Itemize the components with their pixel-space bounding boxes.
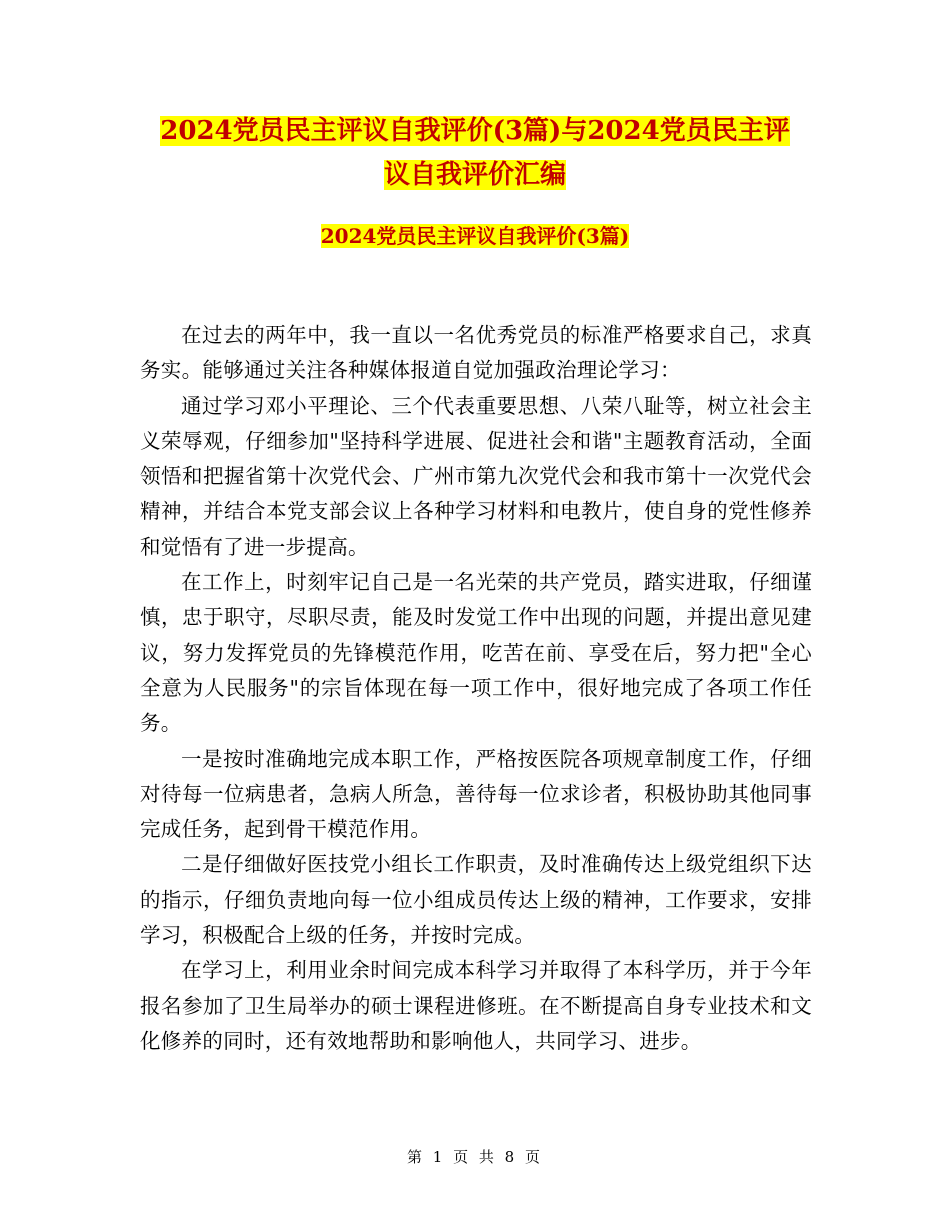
paragraph: 在过去的两年中，我一直以一名优秀党员的标准严格要求自己，求真务实。能够通过关注各种媒体报道自觉加强政治理论学习： — [140, 323, 812, 383]
page-footer: 第 1 页 共 8 页 — [407, 1148, 543, 1166]
paragraph: 在工作上，时刻牢记自己是一名光荣的共产党员，踏实进取，仔细谨慎，忠于职守，尽职尽责，能及时发觉工作中出现的问题，并提出意见建议，努力发挥党员的先锋模范作用，吃苦在前、享受在后，努力把"全心全意为人民服务"的宗旨体现在每一项工作中，很好地完成了各项工作任务。 — [140, 570, 812, 736]
document-title-line-2: 议自我评价汇编 — [383, 160, 566, 190]
document-title-line-1: 2024党员民主评议自我评价(3篇)与2024党员民主评 — [160, 116, 790, 146]
paragraph: 一是按时准确地完成本职工作，严格按医院各项规章制度工作，仔细对待每一位病患者，急病人所急，善待每一位求诊者，积极协助其他同事完成任务，起到骨干模范作用。 — [140, 746, 812, 842]
paragraph: 在学习上，利用业余时间完成本科学习并取得了本科学历，并于今年报名参加了卫生局举办的硕士课程进修班。在不断提高自身专业技术和文化修养的同时，还有效地帮助和影响他人，共同学习、进步。 — [140, 958, 812, 1053]
paragraph: 通过学习邓小平理论、三个代表重要思想、八荣八耻等，树立社会主义荣辱观，仔细参加"坚持科学进展、促进社会和谐"主题教育活动，全面领悟和把握省第十次党代会、广州市第九次党代会和我市第十一次党代会精神，并结合本党支部会议上各种学习材料和电教片，使自身的党性修养和觉悟有了进一步提高。 — [140, 393, 812, 559]
document-body — [140, 318, 812, 1059]
paragraph: 二是仔细做好医技党小组长工作职责，及时准确传达上级党组织下达的指示，仔细负责地向每一位小组成员传达上级的精神，工作要求，安排学习，积极配合上级的任务，并按时完成。 — [140, 852, 812, 948]
section-subtitle: 2024党员民主评议自我评价(3篇) — [320, 224, 630, 248]
